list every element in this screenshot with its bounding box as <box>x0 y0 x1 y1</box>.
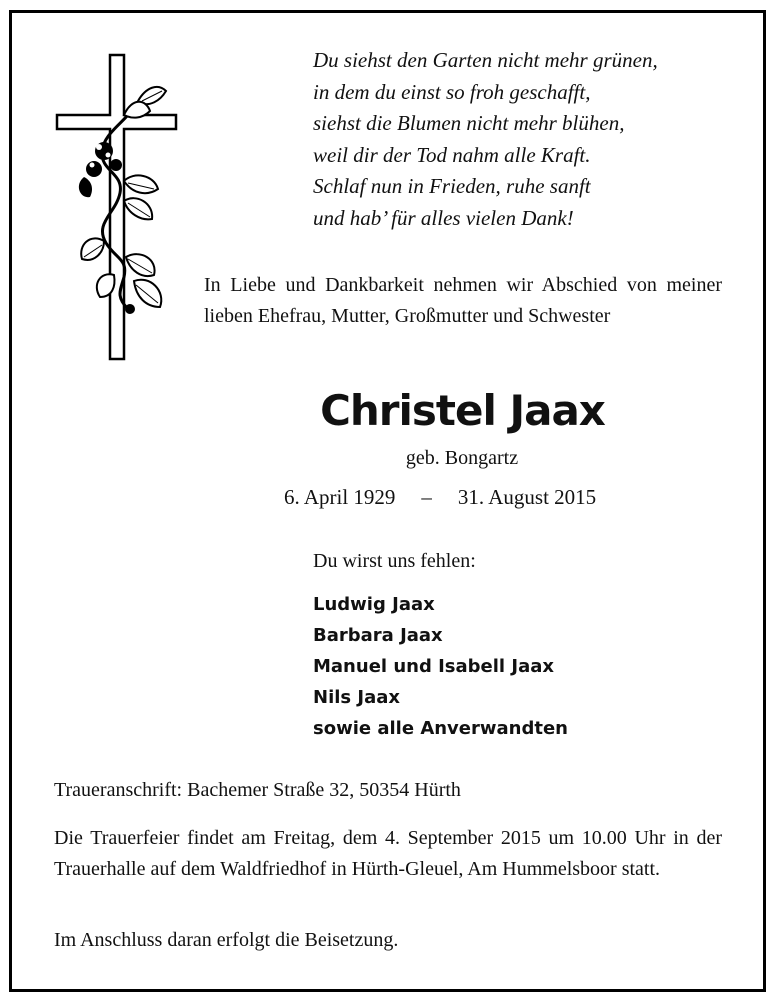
cross-with-roses-icon <box>54 53 179 361</box>
mourner-name: Ludwig Jaax <box>313 594 435 615</box>
missed-text: Du wirst uns fehlen: <box>313 550 476 572</box>
poem-line: weil dir der Tod nahm alle Kraft. <box>313 142 591 167</box>
burial-note: Im Anschluss daran erfolgt die Beisetzung. <box>54 929 399 951</box>
maiden-name: geb. Bongartz <box>405 447 519 469</box>
date-separator: – <box>421 485 432 509</box>
poem <box>313 45 733 234</box>
poem-line: siehst die Blumen nicht mehr blühen, <box>313 111 625 135</box>
death-date: 31. August 2015 <box>457 485 597 509</box>
poem-line: Schlaf nun in Frieden, ruhe sanft <box>313 174 591 198</box>
intro-text: In Liebe und Dankbarkeit nehmen wir Abschied von meiner lieben Ehefrau, Mutter, Großmutter und Schwester <box>204 274 722 327</box>
mourner-name: sowie alle Anverwandten <box>313 718 568 739</box>
obituary-notice <box>9 10 766 992</box>
mourner-name: Nils Jaax <box>313 687 400 708</box>
life-dates <box>284 485 596 510</box>
birth-date: 6. April 1929 <box>284 485 396 509</box>
mourner-name: Manuel und Isabell Jaax <box>313 656 554 677</box>
deceased-name: Christel Jaax <box>320 386 605 435</box>
mourner-name: Barbara Jaax <box>313 625 443 646</box>
service-details: Die Trauerfeier findet am Freitag, dem 4. September 2015 um 10.00 Uhr in der Trauerhalle auf dem Waldfriedhof in Hürth-Gleuel, Am Hummelsboor statt. <box>54 827 722 880</box>
mourning-address: Traueranschrift: Bachemer Straße 32, 50354 Hürth <box>54 779 461 801</box>
poem-line: Du siehst den Garten nicht mehr grünen, <box>313 48 658 72</box>
poem-line: und hab’ für alles vielen Dank! <box>313 205 574 230</box>
mourner-list <box>313 589 568 744</box>
poem-line: in dem du einst so froh geschafft, <box>313 79 591 104</box>
